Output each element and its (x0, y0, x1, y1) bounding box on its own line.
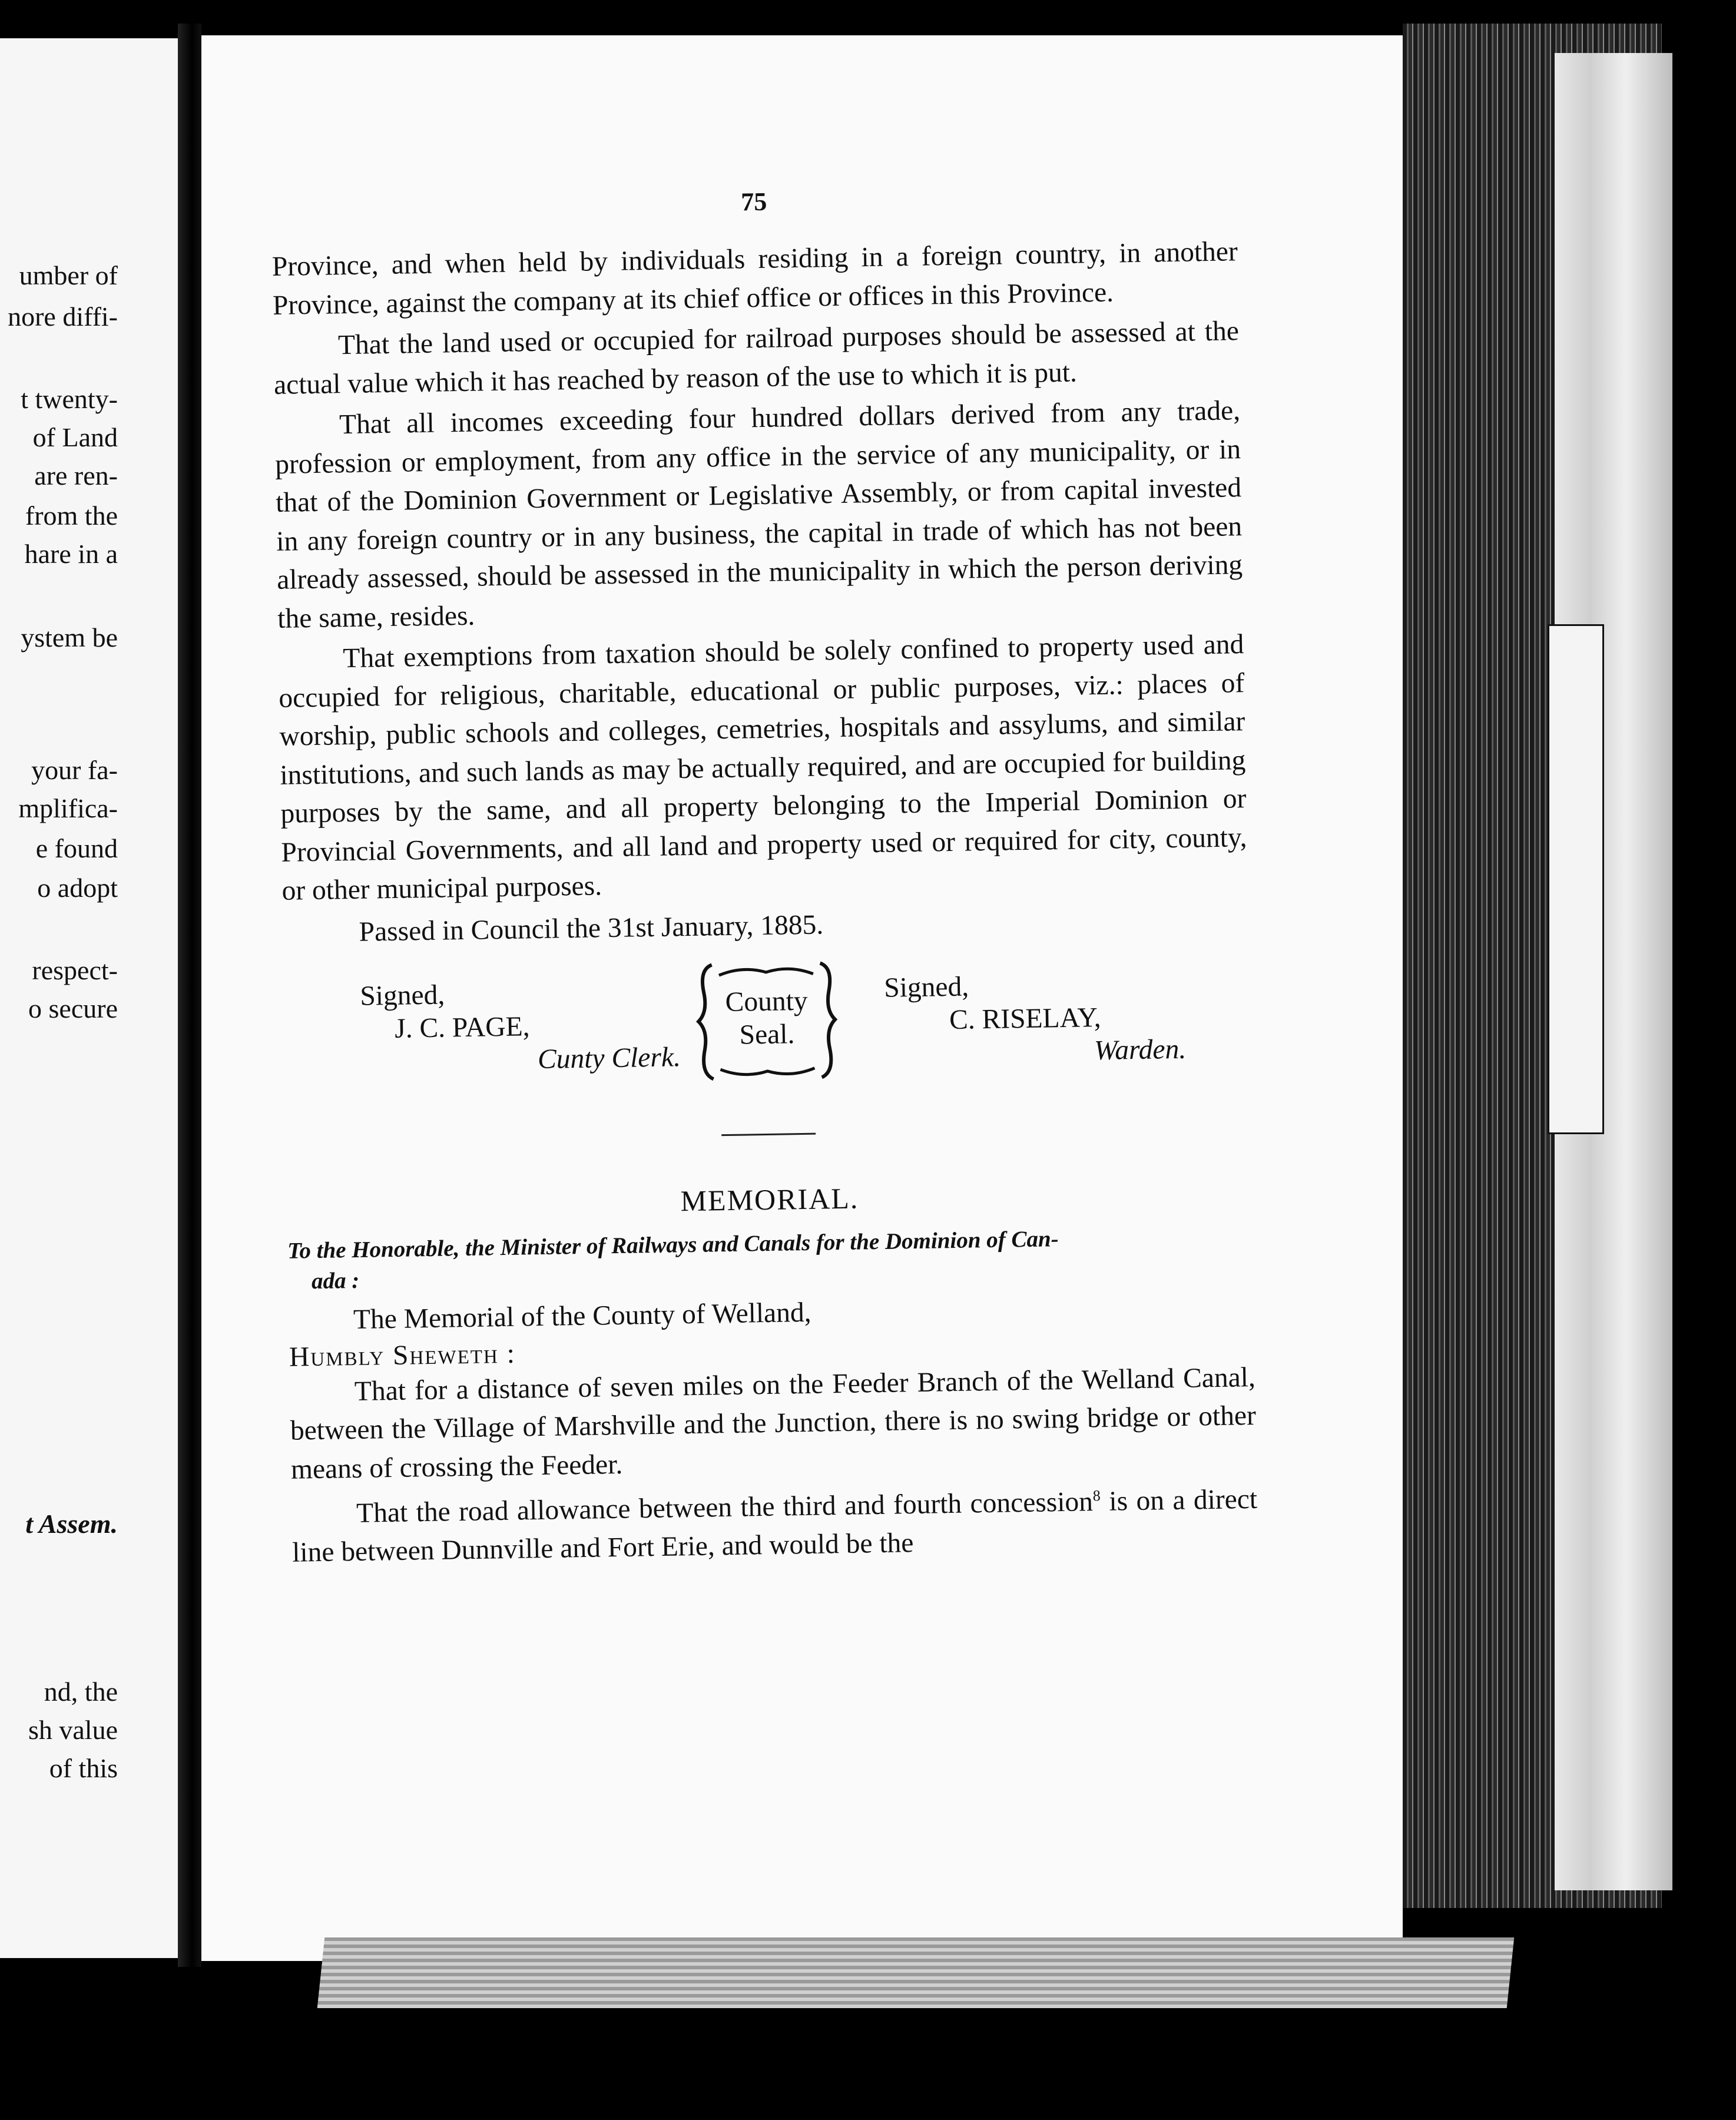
left-page-fragment: umber of (19, 260, 118, 290)
left-page-fragment: t Assem. (25, 1509, 118, 1539)
left-page-fragment: of this (49, 1753, 118, 1783)
signature-left (360, 975, 681, 1079)
page-content (271, 179, 1258, 1572)
left-page-fragment: ystem be (21, 622, 118, 652)
left-page-fragment: o secure (28, 993, 118, 1023)
road-text-cont: is on a direct line between Dunnville and Fort Erie, and would be the (291, 1483, 1258, 1569)
signature-block (283, 949, 1251, 1124)
county-seal (695, 956, 838, 1088)
footnote-mark: 8 (1092, 1487, 1101, 1505)
memorial-heading: MEMORIAL. (680, 1181, 859, 1218)
left-page-fragment: respect- (32, 955, 118, 985)
paragraph-continuation: Province, and when held by individuals residing in a foreign country, in another Province, against the company at its chief office or offices in this Province. (271, 236, 1238, 321)
memorial-address (287, 1221, 1254, 1297)
memorial-paragraph-road (291, 1474, 1258, 1573)
left-page-fragment: your fa- (31, 755, 118, 785)
memorial-paragraph-feeder: That for a distance of seven miles on the Feeder Branch of the Welland Canal, between the Village of Marshville and the Junction, there is no swing bridge or other means of crossing the Feeder. (290, 1362, 1257, 1485)
left-page-fragment: of Land (32, 422, 118, 452)
address-line-2: ada : (311, 1267, 360, 1294)
signer-title-right: Warden. (1094, 1034, 1187, 1066)
signed-label-right: Signed, (883, 971, 969, 1003)
memorial-intro: The Memorial of the County of Welland, (353, 1297, 811, 1336)
signer-name-right: C. RISELAY, (949, 1002, 1101, 1036)
paragraph-incomes: That all incomes exceeding four hundred dollars derived from any trade, profession or employment, from any office in the service of any municipality, or in that of the Dominion Government or Legislative Assembly, or from capital invested in any foreign country or in any business, the capital in trade of which has not been already assessed, should be assessed in the municipality in which the person deriving the same, resides. (274, 395, 1243, 634)
left-page-fragment: nore diffi- (8, 302, 118, 332)
left-page-fragment: t twenty- (21, 384, 118, 414)
left-page-fragment: o adopt (37, 873, 118, 903)
left-page-fragment: mplifica- (18, 793, 118, 823)
seal-line-1: County (725, 985, 808, 1018)
left-page-fragment: e found (35, 833, 118, 863)
left-page-fragment: are ren- (34, 461, 118, 491)
road-text: That the road allowance between the third and fourth concession (356, 1486, 1094, 1529)
left-page-fragment: nd, the (44, 1677, 118, 1707)
signer-title-left: Cunty Clerk. (537, 1042, 681, 1075)
page-edge-tab (1548, 624, 1604, 1134)
book-gutter (178, 24, 201, 1967)
paragraph-exemptions: That exemptions from taxation should be solely confined to property used and occupied for religious, charitable, educational or public purposes, viz.: places of worship, public schools and colleges, cemetries, hospitals and assylums, and similar institutions, and such lands as may be actually required, and are occupied for building purposes by the same, and all property belonging to the Imperial Dominion or Provincial Governments, and all land and property used or required for city, county, or other municipal purposes. (279, 629, 1247, 906)
seal-line-2: Seal. (739, 1019, 795, 1051)
signer-name-left: J. C. PAGE, (394, 1011, 530, 1044)
humbly-text: Humbly Sheweth : (289, 1338, 516, 1373)
left-page-fragment: from the (25, 501, 118, 531)
page-number: 75 (740, 187, 767, 217)
bottom-page-edges (317, 1937, 1515, 2008)
left-page (0, 38, 178, 1958)
section-divider (721, 1133, 816, 1137)
left-page-fragment: sh value (28, 1715, 118, 1745)
paragraph-railroad-land: That the land used or occupied for railroad purposes should be assessed at the actual value which it has reached by reason of the use to which it is put. (273, 316, 1240, 400)
address-line-1: To the Honorable, the Minister of Railways and Canals for the Dominion of Can- (287, 1226, 1059, 1264)
passed-in-council: Passed in Council the 31st January, 1885. (359, 909, 824, 948)
left-page-fragment: hare in a (24, 539, 118, 569)
signature-right (884, 967, 1187, 1071)
signed-label-left: Signed, (360, 979, 445, 1012)
